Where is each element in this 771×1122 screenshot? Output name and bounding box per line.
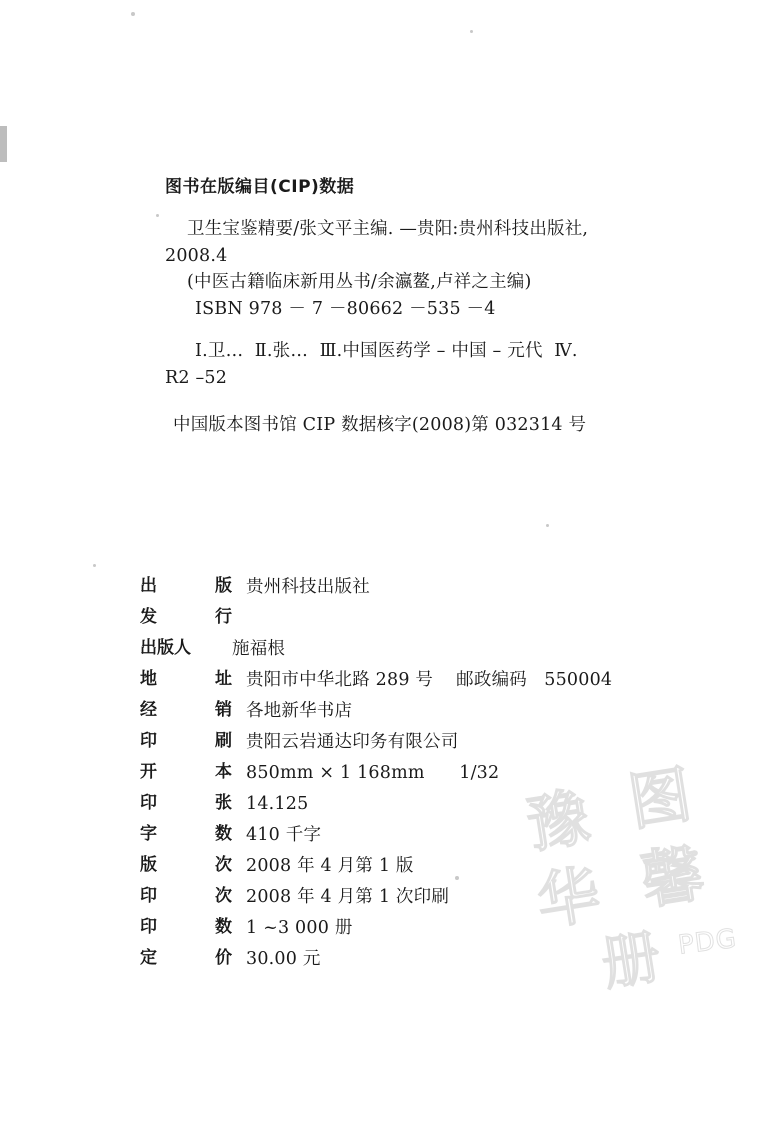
imprint-value-printing: 2008 年 4 月第 1 次印刷 — [246, 887, 450, 907]
watermark-char-5: 册 — [597, 922, 666, 999]
imprint-label-format — [140, 758, 246, 787]
page-edge-mark — [0, 126, 7, 162]
imprint-label-wordcount-char2: 数 — [215, 824, 232, 844]
imprint-value-format: 850mm × 1 168mm 1/32 — [246, 763, 500, 783]
imprint-row-printer — [140, 727, 700, 758]
imprint-label-wordcount-char1: 字 — [140, 824, 157, 844]
scan-speck — [93, 564, 96, 567]
imprint-label-distributor-char2: 行 — [215, 607, 232, 627]
imprint-row-publisher-person — [140, 634, 700, 665]
cip-heading: 图书在版编目(CIP)数据 — [165, 177, 355, 197]
cip-classification-code: R2 –52 — [165, 367, 228, 388]
imprint-label-distributor-char1: 发 — [140, 607, 157, 627]
imprint-label-sheets-char1: 印 — [140, 793, 157, 813]
imprint-label-edition — [140, 851, 246, 880]
imprint-row-sales — [140, 696, 700, 727]
imprint-label-printing — [140, 882, 246, 911]
imprint-label-sales-char1: 经 — [140, 700, 157, 720]
cip-block — [165, 172, 685, 438]
imprint-label-sheets-char2: 张 — [215, 793, 232, 813]
watermark-tag: PDG — [676, 923, 739, 961]
scan-speck — [156, 214, 159, 217]
imprint-value-printrun: 1 ~3 000 册 — [246, 918, 353, 938]
imprint-label-printer — [140, 727, 246, 756]
scan-speck — [546, 524, 549, 527]
imprint-label-edition-char2: 次 — [215, 855, 232, 875]
cip-date-line: 2008.4 — [165, 245, 228, 266]
imprint-label-sales-char2: 销 — [215, 700, 232, 720]
watermark-char-4: 馨 — [636, 836, 709, 919]
imprint-row-wordcount — [140, 820, 700, 851]
imprint-label-format-char2: 本 — [215, 762, 232, 782]
imprint-label-edition-char1: 版 — [140, 855, 157, 875]
watermark-char-3: 华 — [532, 857, 605, 939]
imprint-value-address: 贵阳市中华北路 289 号 邮政编码 550004 — [246, 670, 613, 690]
imprint-value-sheets: 14.125 — [246, 794, 309, 814]
imprint-label-publisher-char1: 出 — [140, 576, 157, 596]
imprint-label-publisher — [140, 572, 246, 601]
imprint-value-publisher: 贵州科技出版社 — [246, 577, 370, 597]
watermark-char-1: 豫 — [521, 779, 595, 862]
imprint-label-printing-char1: 印 — [140, 886, 157, 906]
scan-speck — [470, 30, 473, 33]
imprint-value-printer: 贵阳云岩通达印务有限公司 — [246, 732, 459, 752]
imprint-row-publisher — [140, 572, 700, 603]
imprint-label-printer-char1: 印 — [140, 731, 157, 751]
imprint-row-distributor — [140, 603, 700, 634]
imprint-value-sales: 各地新华书店 — [246, 701, 353, 721]
cip-classification-line: Ⅰ.卫… Ⅱ.张… Ⅲ.中国医药学 – 中国 – 元代 Ⅳ. — [195, 341, 578, 362]
imprint-label-address-char1: 地 — [140, 669, 157, 689]
imprint-label-publisher-char2: 版 — [215, 576, 232, 596]
scan-speck — [131, 12, 135, 16]
imprint-label-price-char2: 价 — [215, 948, 232, 968]
imprint-row-format — [140, 758, 700, 789]
imprint-table — [140, 572, 700, 975]
imprint-row-edition — [140, 851, 700, 882]
imprint-value-price: 30.00 元 — [246, 949, 321, 969]
imprint-label-printer-char2: 刷 — [215, 731, 232, 751]
imprint-label-printrun — [140, 913, 246, 942]
imprint-label-address-char2: 址 — [215, 669, 232, 689]
imprint-label-wordcount — [140, 820, 246, 849]
imprint-label-publisher-person: 出版人 — [140, 638, 191, 658]
cip-registry-line: 中国版本图书馆 CIP 数据核字(2008)第 032314 号 — [173, 414, 587, 435]
imprint-label-sales — [140, 696, 246, 725]
imprint-row-price — [140, 944, 700, 975]
imprint-label-price — [140, 944, 246, 973]
imprint-label-address — [140, 665, 246, 694]
cip-title-line: 卫生宝鉴精要/张文平主编. —贵阳:贵州科技出版社, — [187, 219, 589, 239]
cip-isbn-line: ISBN 978 － 7 －80662 －535 －4 — [195, 298, 496, 319]
imprint-label-printrun-char2: 数 — [215, 917, 232, 937]
imprint-row-address — [140, 665, 700, 696]
imprint-label-printing-char2: 次 — [215, 886, 232, 906]
imprint-label-format-char1: 开 — [140, 762, 157, 782]
imprint-label-distributor — [140, 603, 246, 632]
imprint-row-sheets — [140, 789, 700, 820]
watermark-char-2: 图 — [623, 757, 697, 840]
imprint-row-printing — [140, 882, 700, 913]
imprint-value-publisher-person: 施福根 — [232, 639, 286, 659]
imprint-value-edition: 2008 年 4 月第 1 版 — [246, 856, 414, 876]
imprint-label-printrun-char1: 印 — [140, 917, 157, 937]
cip-series-line: (中医古籍临床新用丛书/余瀛鳌,卢祥之主编) — [187, 272, 532, 293]
imprint-label-price-char1: 定 — [140, 948, 157, 968]
imprint-value-wordcount: 410 千字 — [246, 825, 322, 845]
imprint-row-printrun — [140, 913, 700, 944]
imprint-label-sheets — [140, 789, 246, 818]
